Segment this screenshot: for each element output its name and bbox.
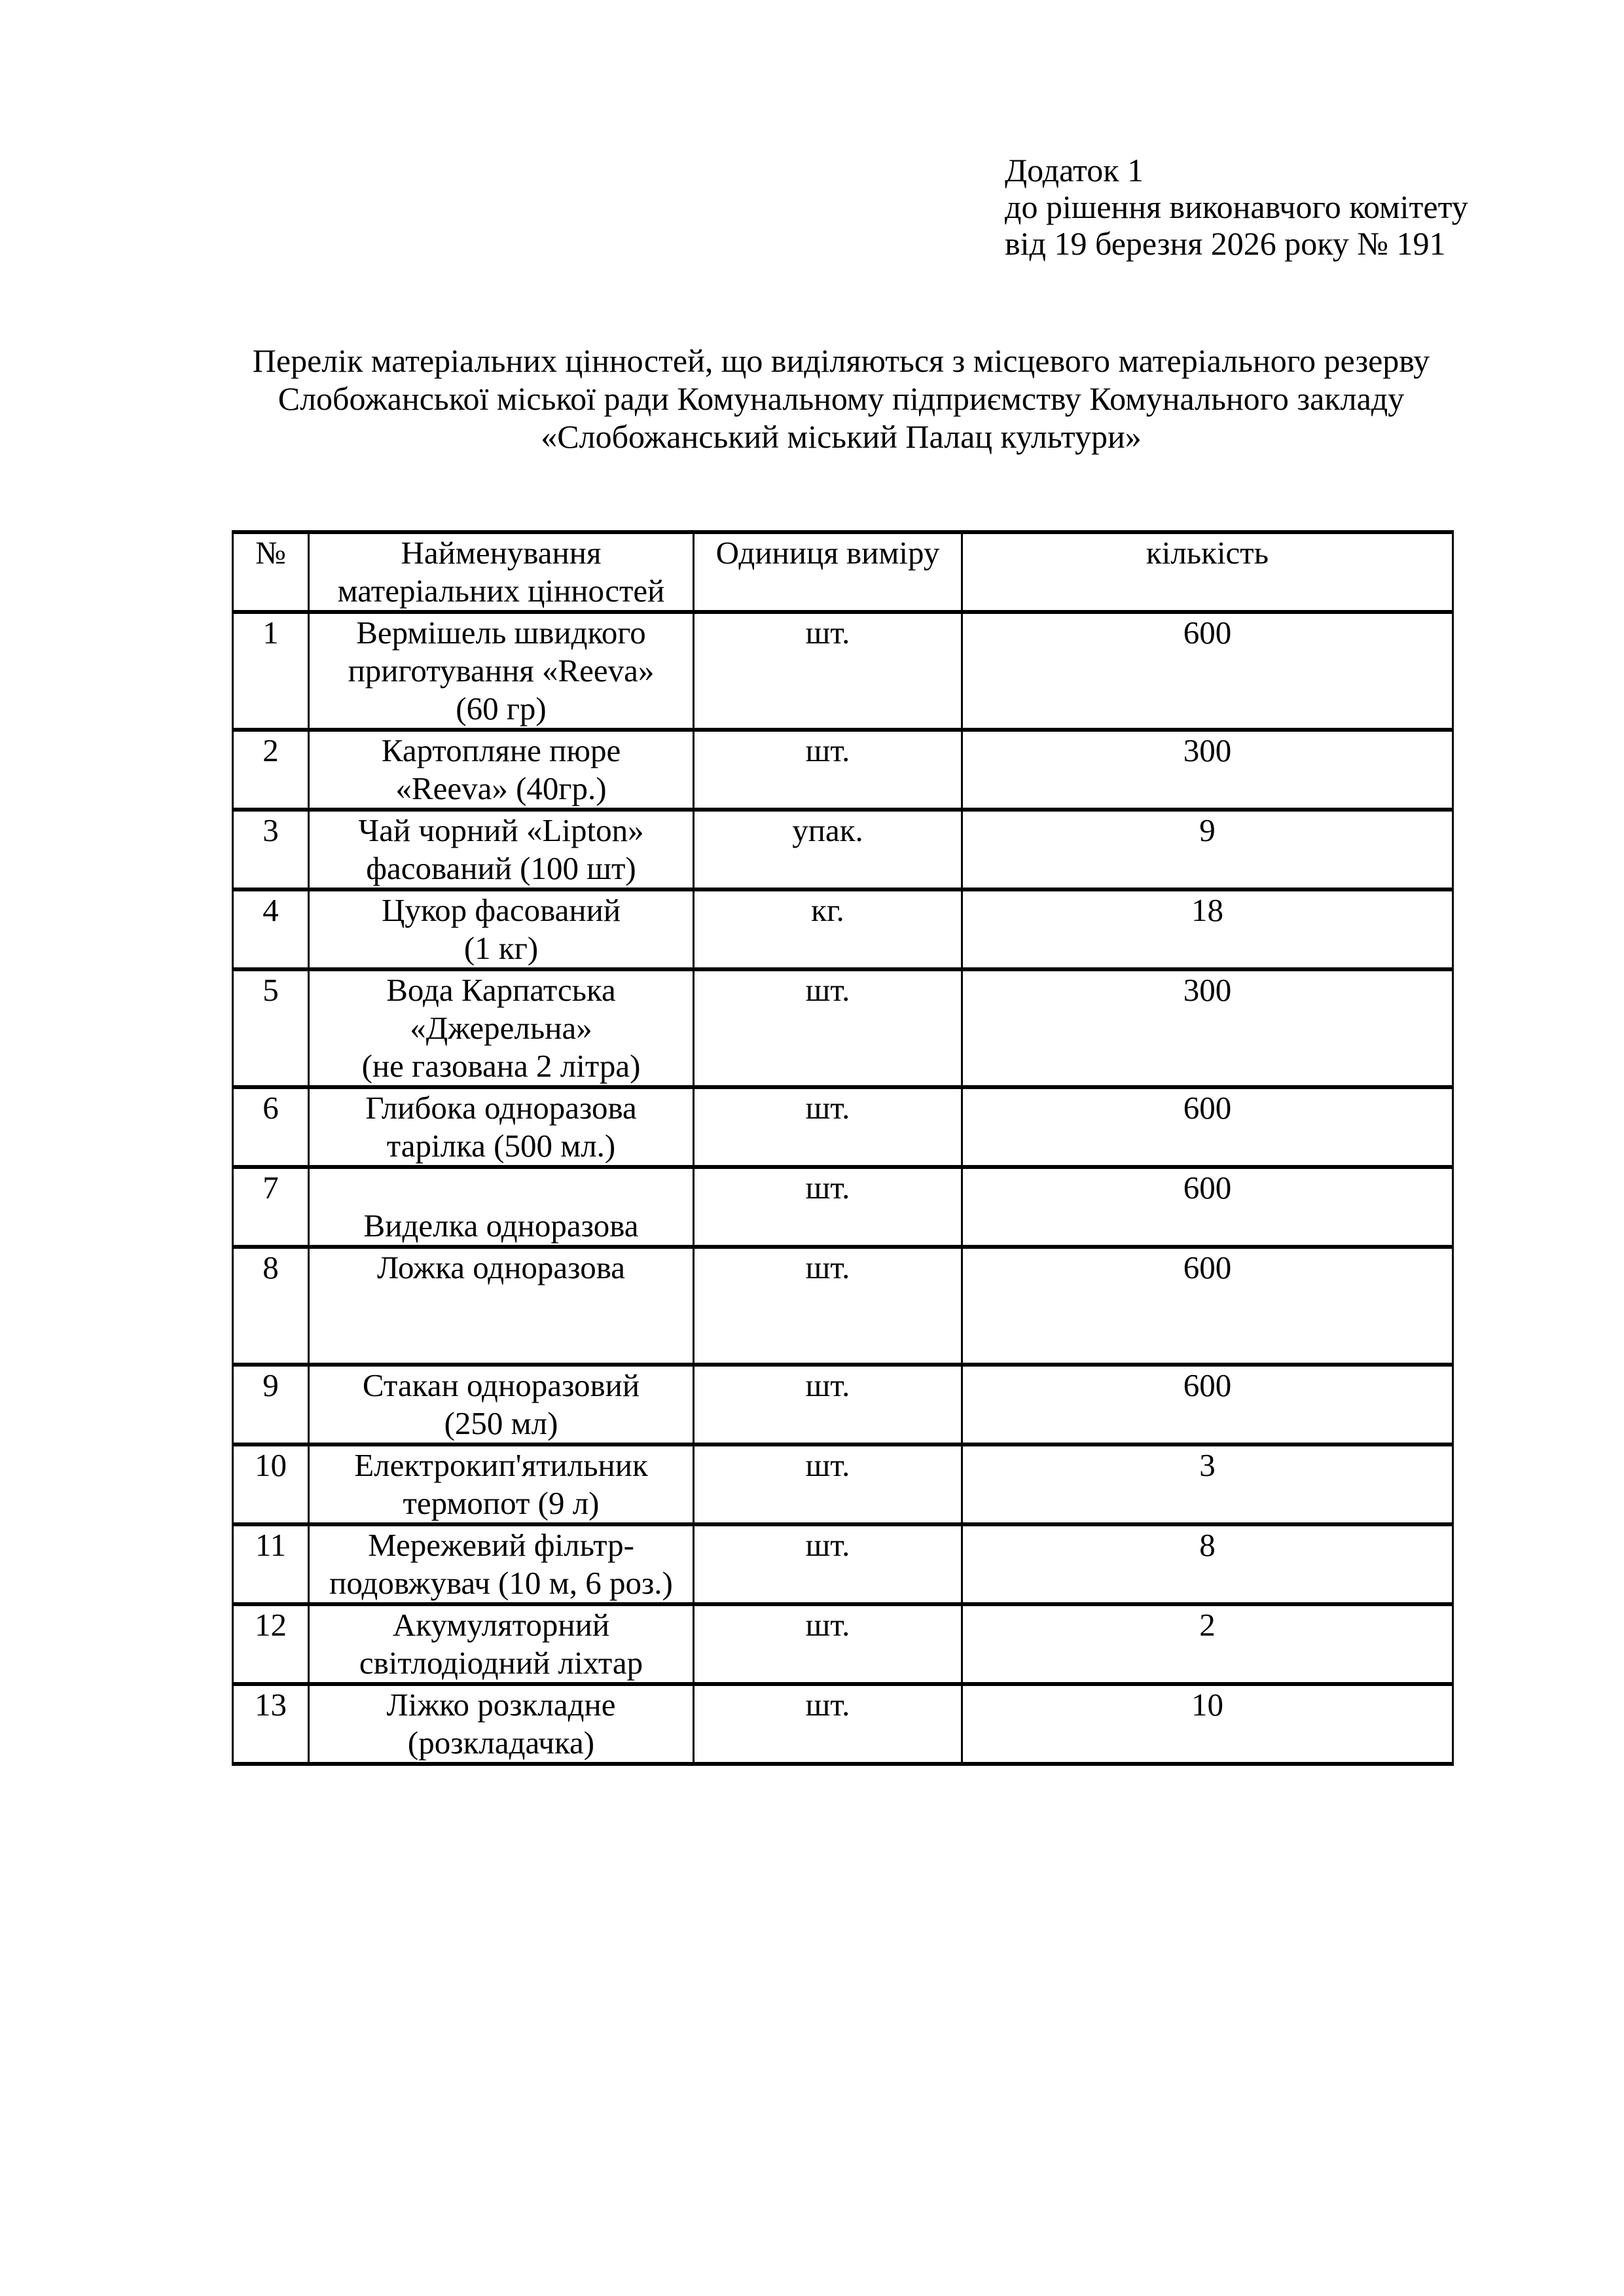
row-quantity: 9: [962, 810, 1453, 889]
header-unit: Одиниця виміру: [694, 532, 962, 612]
item-name-line: Вода Карпатська: [386, 972, 616, 1008]
row-item-name: [309, 612, 694, 730]
table-row: [233, 1247, 1453, 1365]
header-name: [309, 532, 694, 612]
title-line-1: Перелік матеріальних цінностей, що виділяються з місцевого матеріального резерву: [252, 342, 1430, 379]
table-row: [233, 1365, 1453, 1444]
row-quantity: 8: [962, 1524, 1453, 1604]
row-quantity: 600: [962, 1167, 1453, 1247]
item-name-line: Акумуляторний: [392, 1607, 610, 1643]
row-quantity: 600: [962, 1365, 1453, 1444]
item-name-line: термопот (9 л): [403, 1485, 600, 1521]
row-number: 2: [233, 730, 309, 810]
row-item-name: [309, 969, 694, 1087]
table-header-row: [233, 532, 1453, 612]
row-unit: шт.: [694, 1247, 962, 1365]
title-line-3: «Слобожанський міський Палац культури»: [541, 418, 1142, 455]
row-number: 11: [233, 1524, 309, 1604]
row-unit: шт.: [694, 730, 962, 810]
item-name-line: (1 кг): [463, 930, 539, 966]
row-item-name: [309, 1247, 694, 1365]
item-name-line: світлодіодний ліхтар: [359, 1645, 643, 1681]
row-quantity: 10: [962, 1684, 1453, 1764]
item-name-line: (250 мл): [444, 1405, 558, 1441]
row-number: 6: [233, 1087, 309, 1167]
row-quantity: 18: [962, 889, 1453, 969]
row-unit: шт.: [694, 612, 962, 730]
item-name-line: фасований (100 шт): [366, 850, 636, 886]
row-item-name: [309, 1087, 694, 1167]
title-line-2: Слобожанської міської ради Комунальному підприємству Комунального закладу: [278, 380, 1405, 417]
table-row: [233, 889, 1453, 969]
row-item-name: [309, 1604, 694, 1684]
item-name-line: «Джерельна»: [410, 1010, 592, 1046]
item-name-line: (розкладачка): [407, 1725, 595, 1761]
row-unit: шт.: [694, 1524, 962, 1604]
row-unit: кг.: [694, 889, 962, 969]
document-title: [232, 342, 1451, 456]
row-quantity: 600: [962, 1247, 1453, 1365]
item-name-line: (60 гр): [456, 691, 547, 726]
row-unit: шт.: [694, 1167, 962, 1247]
appendix-header: [1005, 152, 1468, 262]
header-quantity: кількість: [962, 532, 1453, 612]
item-name-line: Картопляне пюре: [381, 732, 621, 768]
row-unit: шт.: [694, 1365, 962, 1444]
row-unit: шт.: [694, 1444, 962, 1524]
row-number: 7: [233, 1167, 309, 1247]
row-unit: шт.: [694, 1604, 962, 1684]
item-name-line: Електрокип'ятильник: [354, 1447, 648, 1483]
table-row: [233, 612, 1453, 730]
row-unit: шт.: [694, 1684, 962, 1764]
item-name-line: Глибока одноразова: [365, 1090, 637, 1126]
row-item-name: [309, 1524, 694, 1604]
row-quantity: 3: [962, 1444, 1453, 1524]
materials-table: [232, 530, 1454, 1766]
item-name-line: подовжувач (10 м, 6 роз.): [329, 1565, 673, 1601]
row-item-name: [309, 889, 694, 969]
row-item-name: [309, 730, 694, 810]
row-number: 10: [233, 1444, 309, 1524]
row-number: 12: [233, 1604, 309, 1684]
row-number: 5: [233, 969, 309, 1087]
row-unit: шт.: [694, 1087, 962, 1167]
item-name-line: Чай чорний «Lipton»: [358, 812, 644, 848]
item-name-line: приготування «Reeva»: [348, 653, 655, 689]
row-unit: шт.: [694, 969, 962, 1087]
row-item-name: [309, 1684, 694, 1764]
table-body: [233, 612, 1453, 1764]
item-name-line: тарілка (500 мл.): [386, 1128, 616, 1164]
item-name-line: «Reeva» (40гр.): [395, 770, 607, 806]
item-name-line: Ложка одноразова: [376, 1249, 625, 1285]
header-name-line-1: Найменування: [401, 535, 602, 571]
row-quantity: 600: [962, 1087, 1453, 1167]
item-name-line: [314, 1169, 689, 1207]
table-row: [233, 1524, 1453, 1604]
item-name-line: Стакан одноразовий: [362, 1367, 640, 1403]
row-unit: упак.: [694, 810, 962, 889]
row-item-name: [309, 1444, 694, 1524]
row-number: 4: [233, 889, 309, 969]
header-name-line-2: матеріальних цінностей: [337, 573, 665, 609]
item-name-line: Вермішель швидкого: [356, 615, 646, 651]
table-row: [233, 1684, 1453, 1764]
appendix-number: Додаток 1: [1005, 152, 1144, 188]
appendix-decision-ref: до рішення виконавчого комітету: [1005, 188, 1468, 225]
table-row: [233, 1167, 1453, 1247]
table-row: [233, 810, 1453, 889]
row-number: 9: [233, 1365, 309, 1444]
row-quantity: 2: [962, 1604, 1453, 1684]
item-name-line: Виделка одноразова: [363, 1208, 639, 1244]
row-number: 8: [233, 1247, 309, 1365]
row-number: 13: [233, 1684, 309, 1764]
row-item-name: [309, 1365, 694, 1444]
table-row: [233, 1087, 1453, 1167]
row-quantity: 300: [962, 730, 1453, 810]
item-name-line: (не газована 2 літра): [361, 1048, 641, 1084]
row-quantity: 600: [962, 612, 1453, 730]
row-item-name: [309, 810, 694, 889]
table-row: [233, 730, 1453, 810]
table-row: [233, 1444, 1453, 1524]
table-row: [233, 1604, 1453, 1684]
header-number: №: [233, 532, 309, 612]
appendix-date-number: від 19 березня 2026 року № 191: [1005, 225, 1446, 262]
item-name-line: Ліжко розкладне: [386, 1687, 616, 1723]
table-row: [233, 969, 1453, 1087]
row-quantity: 300: [962, 969, 1453, 1087]
row-number: 3: [233, 810, 309, 889]
row-item-name: [309, 1167, 694, 1247]
item-name-line: Мережевий фільтр-: [368, 1527, 634, 1563]
row-number: 1: [233, 612, 309, 730]
item-name-line: Цукор фасований: [381, 892, 621, 928]
